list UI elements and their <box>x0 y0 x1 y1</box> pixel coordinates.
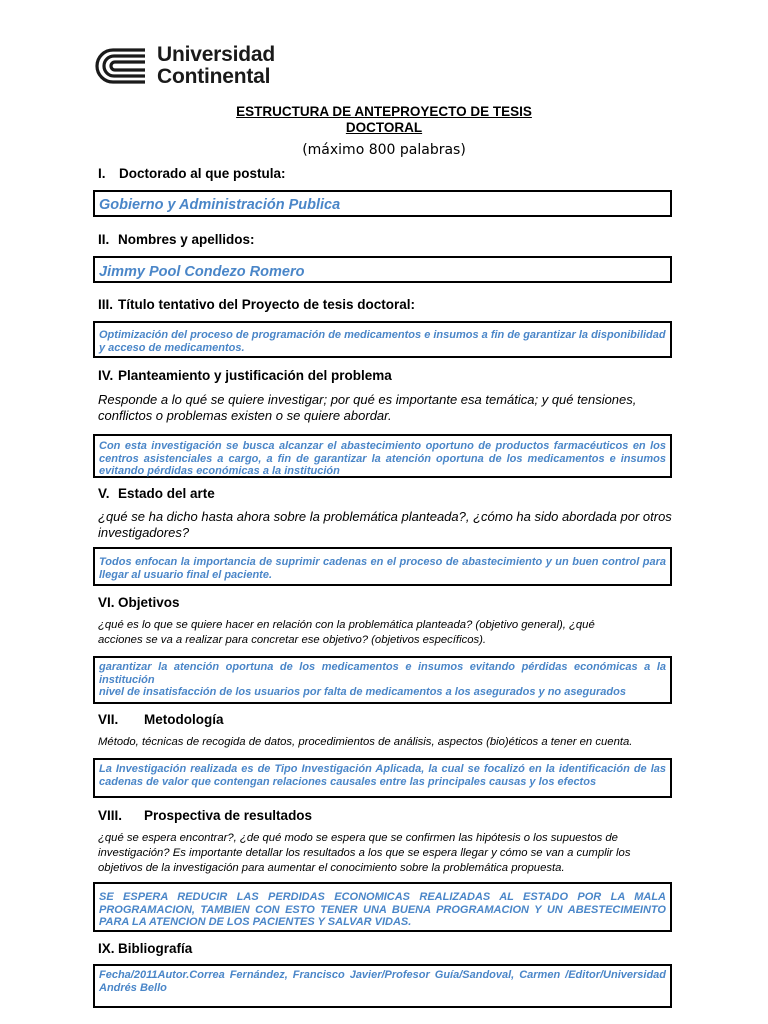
section-6-number: VI. <box>98 595 115 610</box>
section-9-answer-box <box>93 964 672 1008</box>
section-4-answer: Con esta investigación se busca alcanzar el abastecimiento oportuno de productos farmacéuticos en los centros asistenciales a cargo, a fin de garantizar la atención oportuna de los medicamentos e insumos evitando pérdidas económicas a la institución <box>99 440 666 477</box>
section-2-number: II. <box>98 232 110 247</box>
section-6-title: Objetivos <box>118 595 180 610</box>
section-3-answer-box <box>93 321 672 358</box>
section-2-answer: Jimmy Pool Condezo Romero <box>99 264 305 280</box>
university-name <box>157 44 275 88</box>
section-9-title: Bibliografía <box>118 941 193 956</box>
document-title-line2: DOCTORAL <box>345 120 423 135</box>
section-3-answer: Optimización del proceso de programación de medicamentos e insumos a fin de garantizar la disponibilidad y acceso de medicamentos. <box>99 329 666 354</box>
section-6-prompt: ¿qué es lo que se quiere hacer en relación con la problemática planteada? (objetivo general), ¿qué acciones se va a realizar para concretar ese objetivo? (objetivos específicos). <box>98 619 595 646</box>
section-7-answer-box <box>93 758 672 798</box>
section-8-heading <box>98 808 312 823</box>
section-3-number: III. <box>98 297 114 312</box>
section-5-answer: Todos enfocan la importancia de suprimir cadenas en el proceso de abastecimiento y un buen control para llegar al usuario final el paciente. <box>99 556 666 581</box>
section-5-prompt: ¿qué se ha dicho hasta ahora sobre la problemática planteada?, ¿cómo ha sido abordada por otros investigadores? <box>98 509 672 540</box>
section-8-answer-box <box>93 882 672 932</box>
section-4-prompt: Responde a lo qué se quiere investigar; por qué es importante esa temática; y qué tensiones, conflictos o problemas existen o se quiere abordar. <box>98 392 637 423</box>
section-7-answer: La Investigación realizada es de Tipo Investigación Aplicada, la cual se focalizó en la identificación de las cadenas de valor que contengan relaciones causales entre las principales causas y los efectos <box>99 763 666 788</box>
section-2-heading <box>98 232 255 247</box>
section-5-number: V. <box>98 486 110 501</box>
logo-line1: Universidad <box>157 43 276 66</box>
section-1-heading <box>98 166 286 181</box>
section-1-title: Doctorado al que postula: <box>119 166 286 181</box>
section-3-heading <box>98 297 415 312</box>
section-6-answer-line1: garantizar la atención oportuna de los medicamentos e insumos evitando pérdidas económicas a la institución <box>99 661 666 686</box>
section-1-answer-box <box>93 190 672 217</box>
section-7-prompt: Método, técnicas de recogida de datos, procedimientos de análisis, aspectos (bio)éticos a tener en cuenta. <box>98 736 633 748</box>
section-1-number: I. <box>98 166 106 181</box>
university-logo-icon <box>95 46 151 86</box>
section-8-prompt: ¿qué se espera encontrar?, ¿de qué modo se espera que se confirmen las hipótesis o los supuestos de investigación? Es importante detallar los resultados a los que se espera llegar y cómo se van a cumplir los objetivos de la investigación para aumentar el conocimiento sobre la problemática propuesta. <box>98 832 631 874</box>
section-3-title: Título tentativo del Proyecto de tesis doctoral: <box>118 297 416 312</box>
section-1-answer: Gobierno y Administración Publica <box>99 197 341 213</box>
section-8-answer: SE ESPERA REDUCIR LAS PERDIDAS ECONOMICAS REALIZADAS AL ESTADO POR LA MALA PROGRAMACION, TAMBIEN CON ESTO TENER UNA BUENA PROGRAMACION Y UN ABESTECIMEINTO PARA LA ATENCION DE LOS PACIENTES Y SALVAR VIDAS. <box>99 891 666 928</box>
section-5-title: Estado del arte <box>118 486 215 501</box>
document-subtitle: (máximo 800 palabras) <box>302 142 466 158</box>
section-5-answer-box <box>93 547 672 586</box>
university-logo <box>95 44 275 88</box>
section-9-heading <box>98 941 192 956</box>
document-title-line1: ESTRUCTURA DE ANTEPROYECTO DE TESIS <box>236 104 532 119</box>
section-4-answer-box <box>93 434 672 478</box>
section-8-title: Prospectiva de resultados <box>144 808 313 823</box>
section-2-answer-box <box>93 256 672 283</box>
section-4-heading <box>98 368 392 383</box>
section-4-title: Planteamiento y justificación del problema <box>118 368 392 383</box>
section-7-heading <box>98 712 224 727</box>
section-9-answer: Fecha/2011Autor.Correa Fernández, Francisco Javier/Profesor Guía/Sandoval, Carmen /Editor/Universidad Andrés Bello <box>99 969 666 994</box>
section-7-number: VII. <box>98 712 119 727</box>
section-6-answer-box <box>93 656 672 704</box>
section-9-number: IX. <box>98 941 115 956</box>
section-6-heading <box>98 595 180 610</box>
section-5-heading <box>98 486 215 501</box>
section-6-answer-line2: nivel de insatisfacción de los usuarios por falta de medicamentos a los asegurados y no asegurados <box>99 686 626 698</box>
section-7-title: Metodología <box>144 712 224 727</box>
section-8-number: VIII. <box>98 808 123 823</box>
section-2-title: Nombres y apellidos: <box>118 232 255 247</box>
logo-line2: Continental <box>157 65 271 88</box>
section-4-number: IV. <box>98 368 114 383</box>
